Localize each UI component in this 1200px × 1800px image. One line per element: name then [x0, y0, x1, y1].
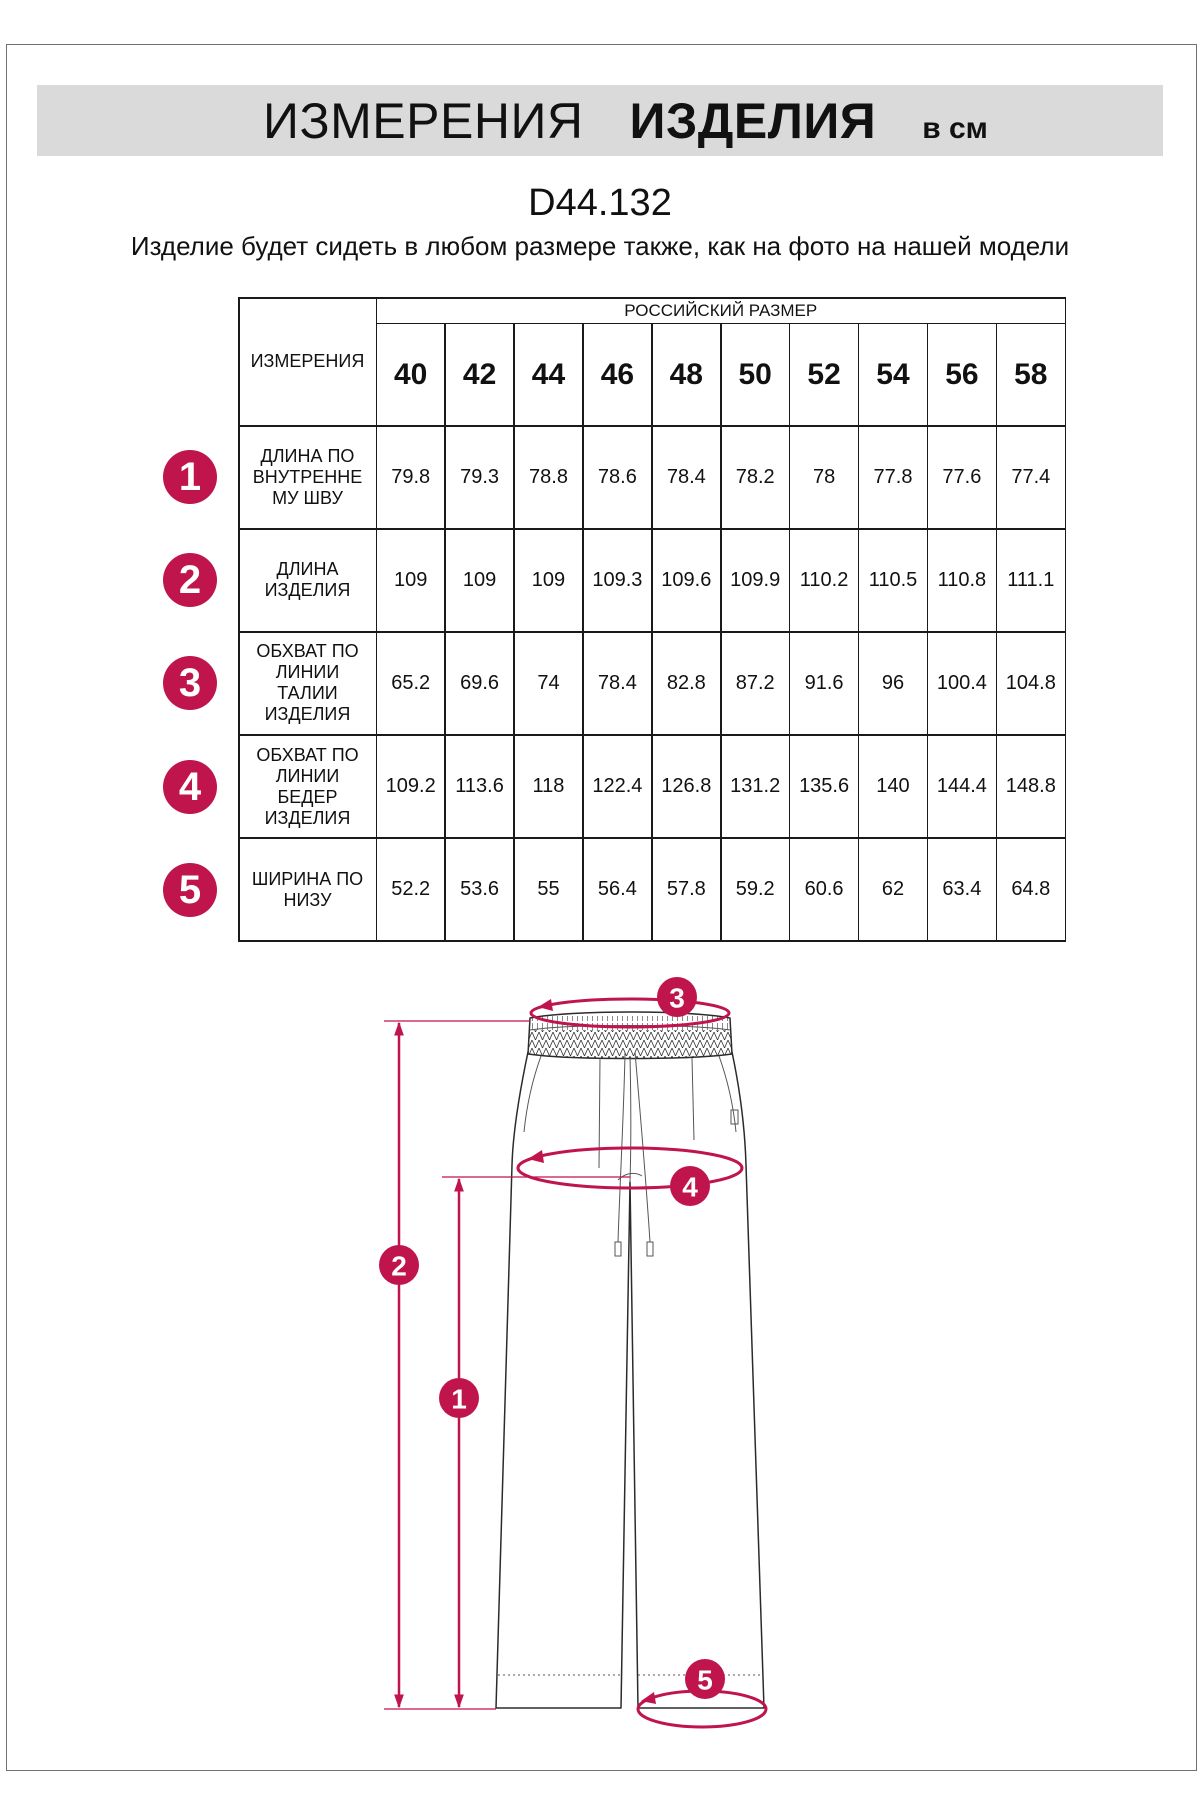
size-header: 54: [859, 324, 926, 425]
left-pocket: [524, 1056, 541, 1132]
size-header: 44: [515, 324, 582, 425]
row-label: [240, 530, 376, 632]
table-cell: 77.4: [997, 427, 1064, 529]
row-number-badge: 3: [163, 656, 217, 710]
measurement-guides: [384, 999, 766, 1727]
row-number-badge: 4: [163, 760, 217, 814]
table-cell: 64.8: [997, 839, 1064, 941]
table-cell: 118: [515, 736, 582, 838]
row-marker-slot: [163, 530, 217, 632]
table-cell: 96: [859, 633, 926, 735]
row-label-line: ИЗДЕЛИЯ: [264, 807, 351, 828]
table-cell: 78.4: [584, 633, 651, 735]
row-label: [240, 839, 376, 941]
size-header: 46: [584, 324, 651, 425]
corner-header: ИЗМЕРЕНИЯ: [240, 299, 376, 426]
size-header: 58: [997, 324, 1064, 425]
row-number-badge: 1: [163, 450, 217, 504]
row-label-line: НИЗУ: [283, 889, 332, 910]
row-label-line: ДЛИНА ПО: [260, 445, 355, 466]
row-label-line: МУ ШВУ: [272, 487, 343, 508]
row-label-line: ШИРИНА ПО: [251, 868, 364, 889]
row-label-line: ДЛИНА: [276, 559, 339, 580]
row-number-badge: 2: [163, 553, 217, 607]
fit-note: Изделие будет сидеть в любом размере также, как на фото на нашей модели: [130, 231, 1070, 261]
row-label-line: ТАЛИИ: [277, 683, 338, 704]
table-cell: 65.2: [377, 633, 444, 735]
row-label-line: ЛИНИИ: [275, 765, 340, 786]
table-cell: 109.6: [653, 530, 720, 632]
table-cell: 52.2: [377, 839, 444, 941]
marker-number: 4: [682, 1171, 698, 1203]
table-cell: 144.4: [928, 736, 995, 838]
right-pleat: [692, 1058, 694, 1140]
size-table: [238, 297, 1066, 942]
row-marker-slot: [163, 427, 217, 529]
garment-diagram: [0, 960, 1200, 1760]
table-cell: 69.6: [446, 633, 513, 735]
table-cell: 135.6: [790, 736, 857, 838]
table-cell: 110.2: [790, 530, 857, 632]
table-cell: 109: [446, 530, 513, 632]
table-cell: 55: [515, 839, 582, 941]
hip-girth-arrowhead: [528, 1150, 544, 1163]
table-cell: 78.2: [722, 427, 789, 529]
table-cell: 140: [859, 736, 926, 838]
page-title: [263, 93, 988, 149]
table-cell: 109.2: [377, 736, 444, 838]
row-label: [240, 736, 376, 838]
marker-3: [657, 977, 697, 1017]
table-cell: 109.3: [584, 530, 651, 632]
front-seam: [630, 1056, 631, 1182]
table-cell: 109: [377, 530, 444, 632]
table-cell: 56.4: [584, 839, 651, 941]
table-cell: 79.8: [377, 427, 444, 529]
row-label: [240, 427, 376, 529]
row-label-line: ИЗДЕЛИЯ: [264, 580, 351, 601]
marker-2: [379, 1245, 419, 1285]
table-cell: 60.6: [790, 839, 857, 941]
title-regular: ИЗМЕРЕНИЯ: [263, 93, 584, 149]
table-cell: 104.8: [997, 633, 1064, 735]
row-label-line: БЕДЕР: [277, 786, 338, 807]
table-cell: 53.6: [446, 839, 513, 941]
trousers-outline: [496, 1052, 764, 1708]
row-marker-slot: [163, 633, 217, 735]
table-cell: 110.8: [928, 530, 995, 632]
table-cell: 57.8: [653, 839, 720, 941]
row-marker-slot: [163, 736, 217, 838]
row-label-line: ИЗДЕЛИЯ: [264, 704, 351, 725]
table-cell: 91.6: [790, 633, 857, 735]
table-cell: 77.6: [928, 427, 995, 529]
left-pleat: [599, 1058, 600, 1168]
waist-girth-arrowhead: [538, 999, 553, 1011]
table-cell: 87.2: [722, 633, 789, 735]
table-cell: 122.4: [584, 736, 651, 838]
right-pocket: [719, 1056, 736, 1132]
table-cell: 111.1: [997, 530, 1064, 632]
size-header: 42: [446, 324, 513, 425]
table-cell: 110.5: [859, 530, 926, 632]
size-header: 50: [722, 324, 789, 425]
row-number-badges: [163, 427, 217, 941]
row-number-badge: 5: [163, 863, 217, 917]
marker-number: 1: [451, 1383, 467, 1415]
row-label-line: ОБХВАТ ПО: [256, 744, 359, 765]
table-cell: 78.6: [584, 427, 651, 529]
row-label-line: ЛИНИИ: [275, 662, 340, 683]
drawstring-aglet-left: [615, 1242, 621, 1256]
diagram-markers: [379, 977, 725, 1699]
row-label-line: ВНУТРЕННЕ: [252, 466, 363, 487]
trousers-drawing: [496, 1012, 764, 1708]
drawstring-aglet-right: [647, 1242, 653, 1256]
table-cell: 100.4: [928, 633, 995, 735]
row-marker-slot: [163, 839, 217, 941]
table-cell: 78: [790, 427, 857, 529]
table-cell: 63.4: [928, 839, 995, 941]
table-cell: 78.4: [653, 427, 720, 529]
table-cell: 131.2: [722, 736, 789, 838]
table-cell: 74: [515, 633, 582, 735]
table-cell: 113.6: [446, 736, 513, 838]
table-cell: 77.8: [859, 427, 926, 529]
row-label: [240, 633, 376, 735]
table-cell: 79.3: [446, 427, 513, 529]
table-cell: 148.8: [997, 736, 1064, 838]
size-header: 52: [790, 324, 857, 425]
table-cell: 109: [515, 530, 582, 632]
table-cell: 78.8: [515, 427, 582, 529]
marker-number: 5: [697, 1664, 713, 1696]
marker-5: [685, 1659, 725, 1699]
title-unit: в см: [922, 112, 988, 145]
size-header: 40: [377, 324, 444, 425]
marker-number: 3: [669, 982, 685, 1014]
table-cell: 109.9: [722, 530, 789, 632]
table-cell: 126.8: [653, 736, 720, 838]
title-bold: ИЗДЕЛИЯ: [629, 93, 877, 149]
table-cell: 59.2: [722, 839, 789, 941]
size-header: 56: [928, 324, 995, 425]
article-number: D44.132: [528, 182, 672, 224]
marker-4: [670, 1166, 710, 1206]
table-cell: 62: [859, 839, 926, 941]
marker-1: [439, 1378, 479, 1418]
waistband-shirring: [528, 1030, 732, 1058]
size-group-header: РОССИЙСКИЙ РАЗМЕР: [377, 299, 1065, 323]
row-label-line: ОБХВАТ ПО: [256, 641, 359, 662]
size-header: 48: [653, 324, 720, 425]
table-cell: 82.8: [653, 633, 720, 735]
marker-number: 2: [391, 1250, 407, 1282]
